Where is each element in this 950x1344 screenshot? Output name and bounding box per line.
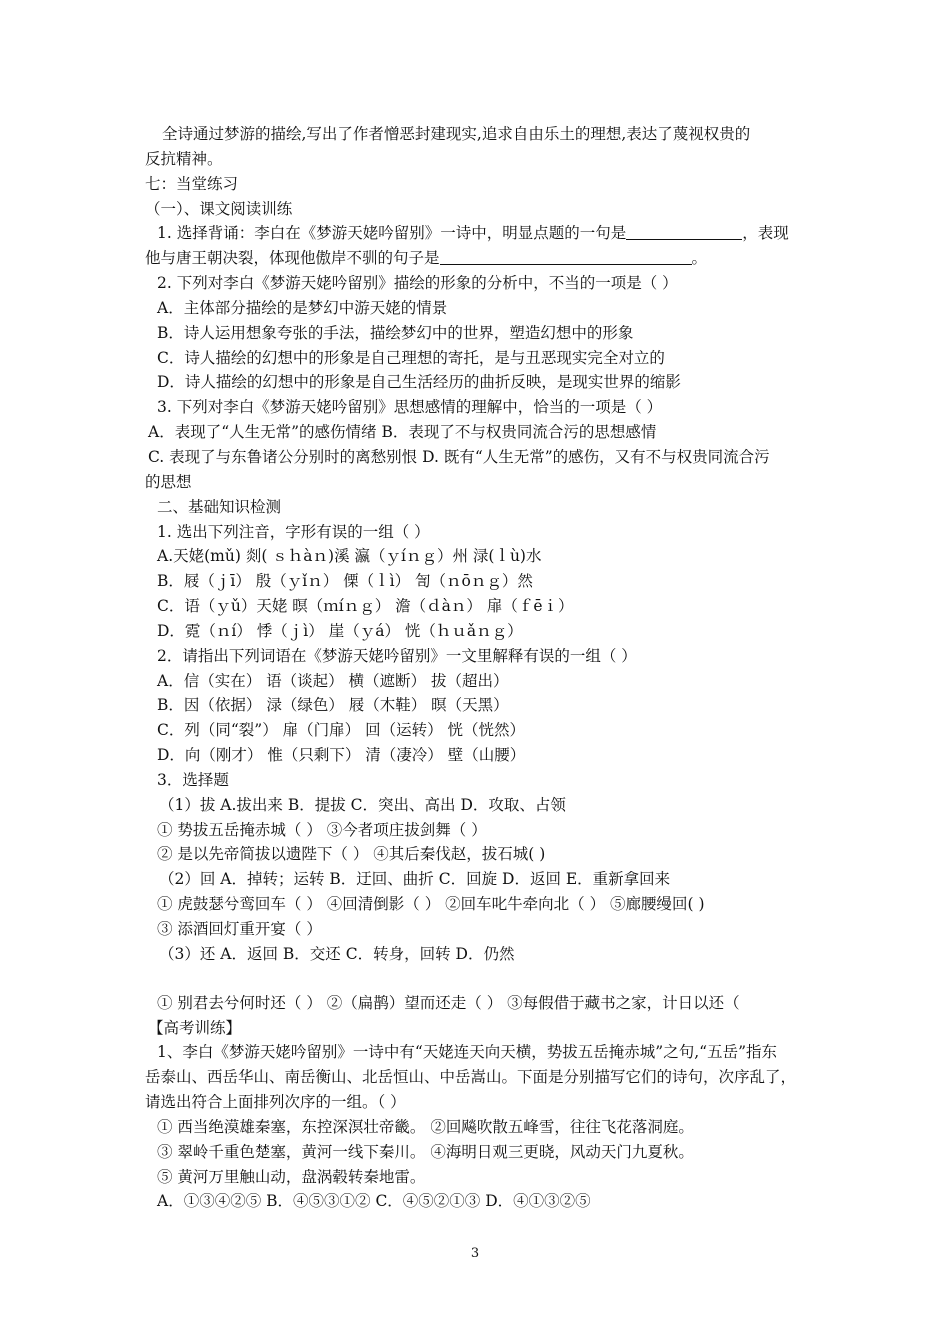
basics-question-1: 1. 选出下列注音，字形有误的一组（ ） xyxy=(157,522,430,541)
choice-group-3-items: ① 别君去兮何时还（ ） ②（扁鹊）望而还走（ ） ③每假借于藏书之家，计日以还（ xyxy=(157,993,740,1012)
basics-question-2-option-d: D．向（刚才） 惟（只剩下） 清（凄冷） 壁（山腰） xyxy=(157,746,526,765)
question-1-line-2 xyxy=(145,246,810,271)
basics-question-1-option-d: D．霓（ｎí） 悸（ｊì） 崖（ｙá） 恍（ｈｕǎｎｇ） xyxy=(157,621,523,640)
choice-group-2-items-b: ③ 添酒回灯重开宴（ ） xyxy=(157,920,322,938)
blank-line-spacer xyxy=(145,967,810,991)
question-2-option-b: B．诗人运用想象夸张的手法，描绘梦幻中的世界，塑造幻想中的形象 xyxy=(157,323,634,342)
basics-question-2-option-b: B．因（依据） 渌（绿色） 屐（木鞋） 暝（天黑） xyxy=(157,696,509,715)
question-1-text-a: 1. 选择背诵：李白在《梦游天姥吟留别》一诗中，明显点题的一句是 xyxy=(157,224,627,243)
exam-question-1-line-1: 1、李白《梦游天姥吟留别》一诗中有“天姥连天向天横，势拔五岳掩赤城”之句,“五岳”指东 xyxy=(157,1043,777,1062)
basics-question-3: 3．选择题 xyxy=(157,770,229,789)
basics-question-1-option-a: A.天姥(mǔ) 剡( ｓｈàｎ)溪 瀛（ｙíｎｇ）州 渌(ｌù)水 xyxy=(157,547,542,566)
basics-question-2-option-c: C．列（同“裂”） 扉（门扉） 回（运转） 恍（恍然） xyxy=(157,721,525,740)
choice-group-2-items-a: ① 虎鼓瑟兮鸾回车（ ） ④回清倒影（ ） ②回车叱牛牵向北（ ） ⑤廊腰缦回( ) xyxy=(157,895,705,914)
choice-group-1: （1）拔 A.拔出来 B．提拔 C．突出、高出 D．攻取、占领 xyxy=(159,795,566,814)
question-2-option-c: C．诗人描绘的幻想中的形象是自己理想的寄托，是与丑恶现实完全对立的 xyxy=(157,348,665,367)
question-2-option-d: D．诗人描绘的幻想中的形象是自己生活经历的曲折反映，是现实世界的缩影 xyxy=(157,373,681,392)
question-2: 2. 下列对李白《梦游天姥吟留别》描绘的形象的分析中，不当的一项是（ ） xyxy=(157,274,678,293)
section-heading-practice: 七：当堂练习 xyxy=(145,174,239,193)
answer-blank-1 xyxy=(626,223,742,240)
question-1-line-1 xyxy=(145,221,810,246)
basics-question-2-option-a: A．信（实在） 语（谈起） 横（遮断） 拔（超出） xyxy=(157,671,509,690)
exam-question-1-verses-b: ③ 翠岭千重色楚塞，黄河一线下秦川。 ④海明日观三更晓，风动天门九夏秋。 xyxy=(157,1142,694,1161)
question-3-options-cd-line-2: 的思想 xyxy=(145,472,192,491)
choice-group-1-items-b: ② 是以先帝简拔以遗陛下（ ） ④其后秦伐赵，拔石城( ) xyxy=(157,845,546,864)
basics-question-1-option-b: B．屐（ｊī） 殷（ｙǐｎ） 傈（ｌì） 訇（ｎōｎｇ）然 xyxy=(157,572,533,591)
answer-blank-2 xyxy=(440,248,692,265)
section-heading-basics: 二、基础知识检测 xyxy=(157,497,282,516)
basics-question-1-option-c: C．语（ｙǔ）天姥 暝（ｍíｎｇ） 澹（ｄàｎ） 扉（ｆēｉ） xyxy=(157,597,574,616)
choice-group-1-items-a: ① 势拔五岳掩赤城（ ） ③今者项庄拔剑舞（ ） xyxy=(157,820,487,839)
question-1-text-b: ，表现 xyxy=(742,224,789,243)
question-3-options-ab: A．表现了“人生无常”的感伤情绪 B．表现了不与权贵同流合污的思想感情 xyxy=(148,423,657,442)
question-1-text-c: 他与唐王朝决裂，体现他傲岸不驯的句子是 xyxy=(145,249,440,268)
choice-group-2: （2）回 A．掉转；运转 B．迂回、曲折 C．回旋 D．返回 E．重新拿回来 xyxy=(159,870,671,889)
question-3-options-cd-line-1: C. 表现了与东鲁诸公分别时的离愁别恨 D. 既有“人生无常”的感伤，又有不与权贵同流合污 xyxy=(148,447,770,466)
question-1-text-d: 。 xyxy=(691,249,708,268)
exam-question-1-line-3: 请选出符合上面排列次序的一组。（ ） xyxy=(145,1093,406,1112)
intro-paragraph-line-1: 全诗通过梦游的描绘,写出了作者憎恶封建现实,追求自由乐土的理想,表达了蔑视权贵的 xyxy=(162,125,751,143)
exam-question-1-verses-a: ① 西当绝漠雄秦塞，东控深溟壮帝畿。 ②回飚吹散五峰雪，往往飞花落洞庭。 xyxy=(157,1117,694,1136)
page-number: 3 xyxy=(470,1246,480,1261)
question-3: 3. 下列对李白《梦游天姥吟留别》思想感情的理解中，恰当的一项是（ ） xyxy=(157,398,663,417)
exam-question-1-line-2: 岳泰山、西岳华山、南岳衡山、北岳恒山、中岳嵩山。下面是分别描写它们的诗句，次序乱了， xyxy=(145,1068,797,1087)
question-2-option-a: A．主体部分描绘的是梦幻中游天姥的情景 xyxy=(157,298,448,317)
choice-group-3: （3）还 A．返回 B．交还 C．转身，回转 D．仍然 xyxy=(159,944,515,963)
intro-paragraph-line-2: 反抗精神。 xyxy=(145,149,223,168)
section-heading-exam-training: 【高考训练】 xyxy=(148,1018,242,1037)
exam-question-1-answer-options: A．①③④②⑤ B．④⑤③①② C．④⑤②①③ D．④①③②⑤ xyxy=(157,1192,591,1211)
exam-question-1-verses-c: ⑤ 黄河万里触山动，盘涡毂转秦地雷。 xyxy=(157,1167,426,1186)
page-content xyxy=(145,122,810,1214)
basics-question-2: 2．请指出下列词语在《梦游天姥吟留别》一文里解释有误的一组（ ） xyxy=(157,646,637,665)
subsection-heading-reading: （一）、课文阅读训练 xyxy=(145,199,293,218)
